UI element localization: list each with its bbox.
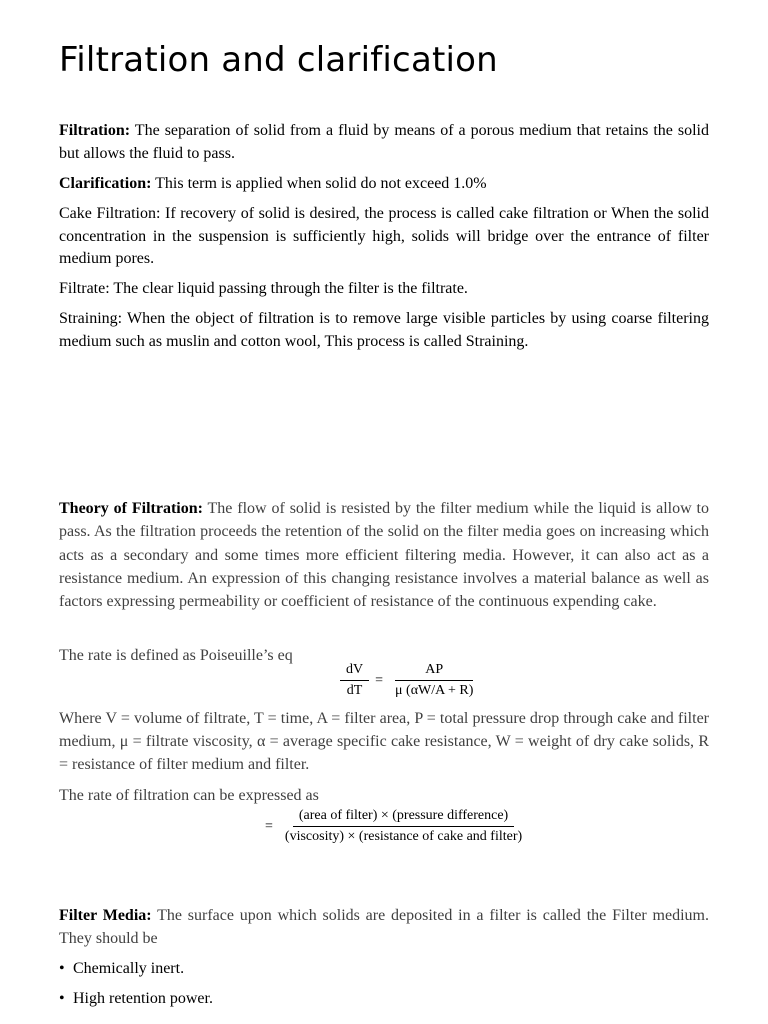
poiseuille-equation — [340, 662, 479, 699]
equation-rhs-denominator: μ (αW/A + R) — [395, 683, 474, 698]
equation-lhs-denominator: dT — [346, 683, 363, 698]
equation-lhs-numerator: dV — [340, 662, 369, 681]
filter-media-term: Filter Media: — [59, 907, 152, 924]
equation-lhs — [340, 662, 369, 699]
filtration-term: Filtration: — [59, 122, 131, 139]
filtration-rate-equation — [265, 808, 528, 845]
theory-term: Theory of Filtration: — [59, 500, 203, 517]
rate-denominator: (viscosity) × (resistance of cake and filter) — [284, 829, 523, 844]
theory-text: The flow of solid is resisted by the filter medium while the liquid is allow to pass. As the filtration proceeds the retention of the solid on the filter media goes on increasing which acts as a secondary and some times more efficient filtering media. However, it can also act as a resistance medium. An expression of this changing resistance involves a material balance as well as factors expressing permeability or coefficient of resistance of the continuous expending cake. — [59, 500, 710, 611]
filtrate-definition: Filtrate: The clear liquid passing through the filter is the filtrate. — [59, 280, 468, 297]
filter-media-requirements — [59, 958, 213, 1018]
list-item-text: Chemically inert. — [73, 960, 185, 977]
bullet-icon: • — [59, 990, 65, 1007]
rate-equals: = — [265, 818, 273, 834]
bullet-icon: • — [59, 960, 65, 977]
rate-fraction — [279, 808, 528, 845]
filtration-definition — [59, 120, 709, 165]
theory-paragraph — [59, 497, 709, 613]
variable-definitions: Where V = volume of filtrate, T = time, A = filter area, P = total pressure drop through cake and filter medium, μ = filtrate viscosity, α = average specific cake resistance, W = weight of dry cake solids, R = resistance of filter medium and filter. — [59, 710, 709, 773]
equation-equals: = — [375, 672, 384, 688]
rate-expression-intro: The rate of filtration can be expressed as — [59, 787, 319, 804]
list-item — [59, 988, 213, 1018]
equation-rhs — [389, 662, 479, 699]
straining-definition: Straining: When the object of filtration is to remove large visible particles by using coarse filtering medium such as muslin and cotton wool, This process is called Straining. — [59, 310, 709, 350]
equation-rhs-numerator: AP — [395, 662, 473, 681]
clarification-text: This term is applied when solid do not exceed 1.0% — [151, 175, 487, 192]
filter-media-text: The surface upon which solids are deposited in a filter is called the Filter medium. They should be — [59, 907, 709, 947]
list-item-text: High retention power. — [73, 990, 213, 1007]
clarification-term: Clarification: — [59, 175, 152, 192]
page-title: Filtration and clarification — [59, 40, 498, 80]
filter-media-paragraph — [59, 904, 709, 950]
rate-numerator: (area of filter) × (pressure difference) — [293, 808, 514, 827]
rate-intro: The rate is defined as Poiseuille’s eq — [59, 647, 293, 664]
filtration-text: The separation of solid from a fluid by means of a porous medium that retains the solid but allows the fluid to pass. — [59, 122, 709, 162]
clarification-definition — [59, 173, 709, 196]
list-item — [59, 958, 213, 988]
cake-filtration-definition: Cake Filtration: If recovery of solid is desired, the process is called cake filtration or When the solid concentration in the suspension is sufficiently high, solids will bridge over the entrance of filter medium pores. — [59, 205, 709, 267]
